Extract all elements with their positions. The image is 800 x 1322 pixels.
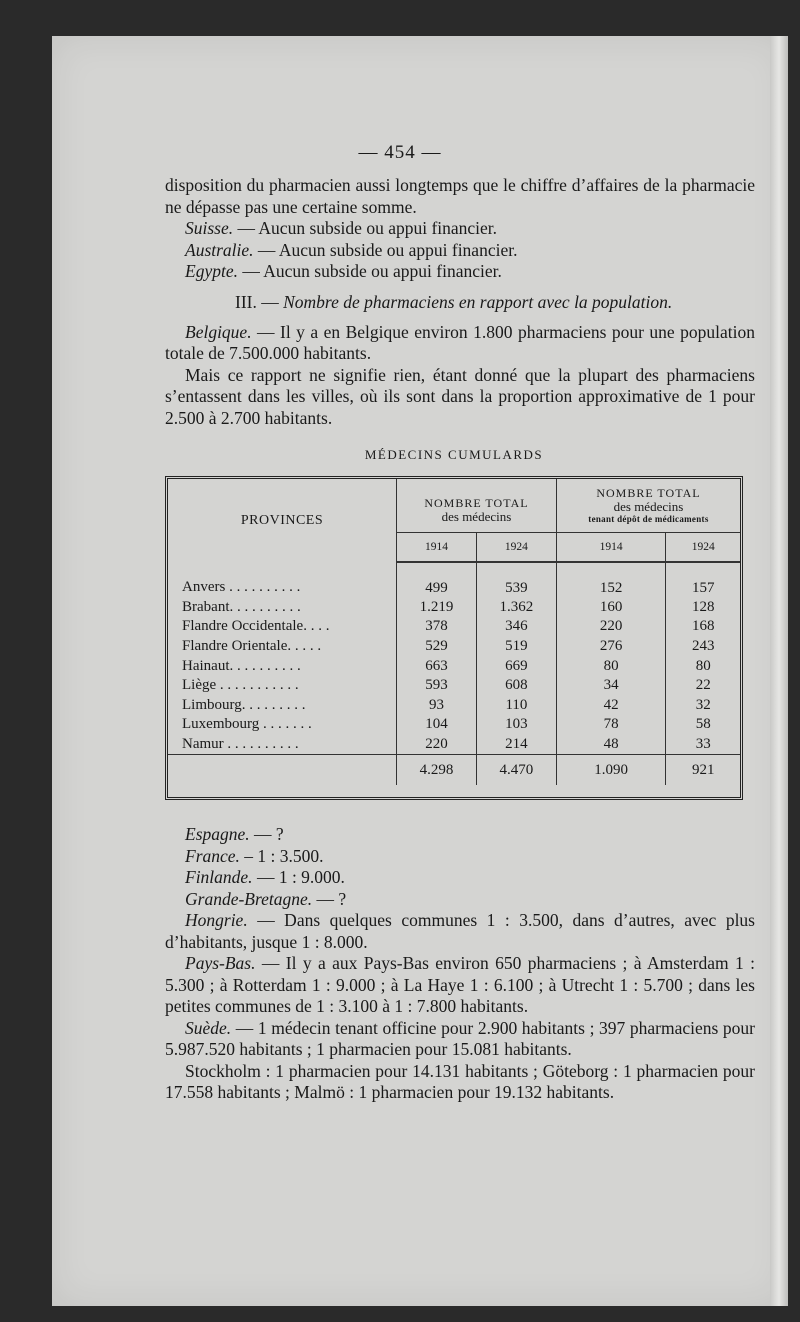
table-row	[168, 656, 740, 676]
intro-paragraph: disposition du pharmacien aussi longtemps que le chiffre d’affaires de la pharmacie ne dépasse pas une certaine somme.	[165, 175, 755, 217]
total-cell: 4.470	[476, 755, 556, 786]
province-name: Flandre Occidentale	[182, 618, 304, 635]
table-row	[168, 696, 740, 716]
value-cell: 346	[476, 617, 556, 637]
table-title: MÉDECINS CUMULARDS	[364, 447, 544, 462]
value-cell: 42	[556, 696, 665, 716]
gb-line	[165, 889, 755, 911]
total-cell: 921	[666, 755, 740, 786]
province-cell	[168, 696, 397, 716]
value-cell: 128	[691, 598, 715, 615]
table-row	[168, 598, 740, 618]
hongrie-paragraph	[165, 910, 755, 953]
country-text: — Il y a en Belgique environ 1.800 pharmaciens pour une population totale de 7.500.000 habitants.	[165, 321, 755, 363]
country-label: Belgique.	[185, 321, 252, 342]
province-cell	[168, 562, 397, 598]
australie-line	[165, 240, 755, 262]
value-cell: 160	[556, 598, 665, 618]
table-row	[168, 676, 740, 696]
value-cell: 214	[476, 735, 556, 755]
header-line: tenant dépôt de médicaments	[588, 514, 709, 524]
leader-dots: . . . . . . . . . .	[229, 598, 301, 615]
suede-paragraph	[165, 1018, 755, 1061]
finlande-line	[165, 867, 755, 889]
country-label: France.	[185, 845, 240, 866]
leader-dots: . . . . . . . . . .	[225, 579, 301, 596]
value-cell: 539	[476, 562, 556, 598]
section-heading	[165, 292, 755, 314]
province-name: Anvers	[182, 579, 226, 596]
province-cell	[168, 735, 397, 755]
belgique-paragraph	[165, 322, 755, 365]
province-name: Limbourg	[182, 696, 242, 713]
value-cell: 93	[397, 696, 477, 716]
header-provinces: PROVINCES	[168, 479, 397, 562]
country-label: Australie.	[185, 239, 254, 260]
value-cell: 669	[476, 656, 556, 676]
section-title: Nombre de pharmaciens en rapport avec la population.	[283, 292, 673, 312]
value-cell: 103	[476, 715, 556, 735]
section-block	[165, 292, 755, 429]
value-cell: 168	[691, 618, 715, 635]
table-row	[168, 562, 740, 598]
province-name: Luxembourg	[182, 716, 260, 733]
value-cell: 104	[397, 715, 477, 735]
value-cell: 152	[556, 562, 665, 598]
country-text: — Aucun subside ou appui financier.	[253, 239, 518, 260]
country-text: — Il y a aux Pays-Bas environ 650 pharmaciens ; à Amsterdam 1 : 5.300 ; à Rotterdam 1 : 9.000 ; à La Haye 1 : 6.100 ; à Utrecht 1 : 5.700 ; dans les petites communes de 1 : 3.100 à 1 : 7.800 habitants.	[165, 953, 755, 1016]
value-cell: 22	[695, 677, 711, 694]
province-cell	[168, 656, 397, 676]
province-name: Hainaut	[182, 657, 230, 674]
country-label: Suède.	[185, 1017, 232, 1038]
value-cell: 157	[691, 579, 715, 596]
value-cell: 519	[476, 637, 556, 657]
value-cell: 593	[397, 676, 477, 696]
country-label: Hongrie.	[185, 910, 248, 930]
table-row	[168, 617, 740, 637]
header-year: 1924	[666, 533, 740, 563]
value-cell: 78	[556, 715, 665, 735]
header-group-depot	[556, 479, 740, 533]
totals-row	[168, 755, 740, 786]
france-line	[165, 846, 755, 868]
paysbas-paragraph	[165, 953, 755, 1018]
province-cell	[168, 637, 397, 657]
value-cell: 663	[397, 656, 477, 676]
country-label: Pays-Bas.	[185, 953, 256, 973]
country-text: — Aucun subside ou appui financier.	[233, 218, 498, 238]
header-line: des médecins	[441, 508, 512, 524]
suisse-line	[165, 218, 755, 240]
value-cell: 80	[695, 657, 711, 674]
value-cell: 276	[556, 637, 665, 657]
header-line: des médecins	[613, 499, 684, 514]
province-name: Flandre Orientale	[182, 638, 288, 655]
province-cell	[168, 676, 397, 696]
leader-dots: . . . . .	[287, 638, 322, 655]
medecins-table	[168, 479, 740, 785]
header-line: NOMBRE TOTAL	[424, 495, 529, 510]
leader-dots: . . . . . . . . . .	[223, 736, 299, 753]
leader-dots: . . . . . . . . . . .	[216, 677, 299, 694]
country-label: Finlande.	[185, 867, 253, 887]
value-cell: 58	[695, 716, 711, 733]
table-row	[168, 715, 740, 735]
value-cell: 48	[556, 735, 665, 755]
province-name: Liège	[182, 677, 217, 694]
stockholm-paragraph: Stockholm : 1 pharmacien pour 14.131 habitants ; Göteborg : 1 pharmacien pour 17.558 habitants ; Malmö : 1 pharmacien pour 19.132 habitants.	[165, 1060, 755, 1102]
value-cell: 32	[695, 696, 711, 713]
value-cell: 608	[476, 676, 556, 696]
header-group-total	[397, 479, 557, 533]
leader-dots: . . . . . . .	[259, 716, 312, 733]
intro-block	[165, 175, 755, 283]
header-year: 1924	[476, 533, 556, 563]
province-cell	[168, 755, 397, 786]
table-row	[168, 735, 740, 755]
province-cell	[168, 617, 397, 637]
country-text: – 1 : 3.500.	[239, 845, 324, 866]
leader-dots: . . . . . . . . . .	[229, 657, 301, 674]
country-text: — Aucun subside ou appui financier.	[237, 261, 502, 281]
value-cell: 110	[476, 696, 556, 716]
page-number: — 454 —	[358, 142, 442, 163]
country-text: — Dans quelques communes 1 : 3.500, dans d’autres, avec plus d’habitants, jusque 1 : 8.000.	[165, 910, 755, 952]
province-name: Namur	[182, 736, 224, 753]
header-year: 1914	[556, 533, 665, 563]
country-label: Egypte.	[185, 261, 238, 281]
value-cell: 220	[556, 617, 665, 637]
value-cell: 33	[695, 736, 711, 753]
leader-dots: . . . .	[303, 618, 330, 635]
value-cell: 34	[556, 676, 665, 696]
country-label: Grande-Bretagne.	[185, 888, 313, 909]
value-cell: 378	[397, 617, 477, 637]
header-line: NOMBRE TOTAL	[596, 486, 701, 500]
country-label: Espagne.	[185, 824, 250, 844]
province-name: Brabant	[182, 598, 230, 615]
total-cell: 4.298	[397, 755, 477, 786]
province-cell	[168, 715, 397, 735]
countries-block	[165, 824, 755, 1104]
value-cell: 80	[556, 656, 665, 676]
value-cell: 1.219	[397, 598, 477, 618]
page-edge	[770, 36, 788, 1306]
country-text: — ?	[249, 824, 284, 844]
country-text: — ?	[312, 888, 347, 909]
value-cell: 529	[397, 637, 477, 657]
egypte-line	[165, 261, 755, 283]
value-cell: 1.362	[476, 598, 556, 618]
section-number: III. —	[235, 292, 284, 312]
country-text: — 1 : 9.000.	[252, 867, 345, 887]
leader-dots: . . . . . . . . .	[241, 696, 306, 713]
mais-paragraph: Mais ce rapport ne signifie rien, étant donné que la plupart des pharmaciens s’entassent dans les villes, où ils sont dans la proportion approximative de 1 pour 2.500 à 2.700 habitants.	[165, 364, 755, 428]
total-cell: 1.090	[556, 755, 665, 786]
value-cell: 499	[397, 562, 477, 598]
data-table-frame	[165, 476, 743, 800]
header-year: 1914	[397, 533, 477, 563]
espagne-line	[165, 824, 755, 846]
country-text: — 1 médecin tenant officine pour 2.900 habitants ; 397 pharmaciens pour 5.987.520 habitants ; 1 pharmacien pour 15.081 habitants.	[165, 1017, 755, 1059]
province-cell	[168, 598, 397, 618]
value-cell: 220	[397, 735, 477, 755]
table-row	[168, 637, 740, 657]
value-cell: 243	[691, 638, 715, 655]
country-label: Suisse.	[185, 218, 234, 238]
